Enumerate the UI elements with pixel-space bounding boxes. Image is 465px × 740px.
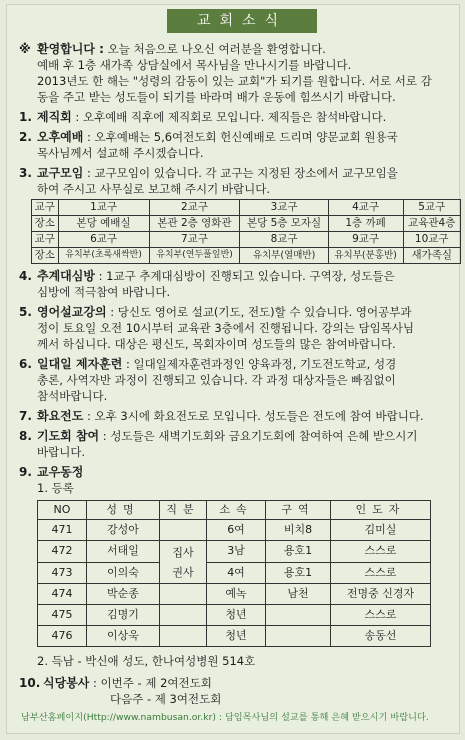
table-cell: 김미실 [331, 520, 431, 541]
item-title: 오후예배 [37, 130, 84, 144]
reference-mark: ※ [19, 42, 31, 56]
news-item-kitchen-service [19, 675, 451, 707]
item-text: : 교구모임이 있습니다. 각 교구는 지정된 장소에서 교구모임을 [83, 166, 398, 180]
table-row [32, 200, 461, 216]
item-title: 일대일 제자훈련 [37, 357, 123, 371]
table-cell: 예녹 [207, 584, 266, 605]
item-text: : 성도들은 새벽기도회와 금요기도회에 참여하여 은혜 받으시기 [99, 429, 418, 443]
table-row [38, 605, 431, 626]
item-text: : 오후 3시에 화요전도로 모입니다. 성도들은 전도에 참여 바랍니다. [83, 409, 424, 423]
table-cell: 비치8 [266, 520, 331, 541]
table-cell: 유치부(분홍반) [328, 248, 403, 264]
role-label: 권사 [172, 566, 194, 579]
item-title: 기도회 참여 [37, 429, 100, 443]
table-cell: 6교구 [58, 232, 149, 248]
news-item-visitation [19, 268, 451, 300]
news-item-discipleship [19, 356, 451, 404]
item-text: 하여 주시고 사무실로 보고해 주시기 바랍니다. [37, 182, 271, 196]
table-cell: 471 [38, 520, 87, 541]
table-cell: 10교구 [403, 232, 460, 248]
table-cell: 새가족실 [403, 248, 460, 264]
registration-subtitle: 1. 등록 [37, 481, 74, 495]
news-item-tuesday-evangelism [19, 408, 451, 424]
table-cell: 1교구 [58, 200, 149, 216]
table-cell: 이의숙 [87, 562, 160, 584]
table-cell: 7교구 [149, 232, 240, 248]
item-title: 제직회 [37, 110, 72, 124]
table-row [38, 584, 431, 605]
table-cell: 476 [38, 626, 87, 647]
table-cell [160, 584, 207, 605]
news-item-district-meeting [19, 165, 456, 264]
table-cell: 2교구 [149, 200, 240, 216]
item-number: 1. [19, 110, 32, 124]
item-text: 참석바랍니다. [37, 389, 108, 403]
news-item-member-news [19, 464, 451, 669]
table-cell: 박순종 [87, 584, 160, 605]
table-cell: 475 [38, 605, 87, 626]
table-cell [160, 520, 207, 541]
table-cell: 6여 [207, 520, 266, 541]
welcome-title: 환영합니다 : [37, 42, 104, 56]
news-item-english-sermon [19, 304, 451, 352]
item-title: 추계대심방 [37, 269, 95, 283]
role-cell [160, 541, 207, 584]
item-text: 심방에 적극참여 바랍니다. [37, 285, 171, 299]
table-cell: 472 [38, 541, 87, 563]
table-cell: 김명기 [87, 605, 160, 626]
news-item-meeting [19, 109, 451, 125]
table-cell: 3교구 [240, 200, 328, 216]
table-cell: 3남 [207, 541, 266, 563]
column-header: 구역 [266, 501, 331, 520]
table-cell: 473 [38, 562, 87, 584]
page-title: 교회소식 [167, 9, 317, 33]
table-cell: 교구 [32, 232, 59, 248]
item-text: : 1교구 추계대심방이 진행되고 있습니다. 구역장, 성도들은 [94, 269, 395, 283]
item-text: : 이번주 - 제 2여전도회 [89, 676, 212, 690]
item-title: 교구모임 [37, 166, 84, 180]
table-cell [160, 626, 207, 647]
welcome-line: 오늘 처음으로 나오신 여러분을 환영합니다. [107, 42, 326, 56]
table-cell: 유치부(연두풀잎반) [149, 248, 240, 264]
table-cell: 전명중 신경자 [331, 584, 431, 605]
welcome-line: 2013년도 한 해는 "성령의 감동이 있는 교회"가 되기를 원합니다. 서로 서로 감 [37, 74, 432, 88]
table-cell: 청년 [207, 605, 266, 626]
item-text: 총론, 사역자반 과정이 진행되고 있습니다. 각 과정 대상자들은 빠짐없이 [37, 373, 396, 387]
item-number: 6. [19, 357, 32, 371]
item-text: 께서 하십니다. 대상은 평신도, 목회자이며 성도들의 많은 참여바랍니다. [37, 337, 396, 351]
item-text: : 당신도 영어로 설교(기도, 전도)할 수 있습니다. 영어공부과 [106, 305, 412, 319]
item-number: 2. [19, 130, 32, 144]
item-number: 9. [19, 465, 32, 479]
table-cell: 이상욱 [87, 626, 160, 647]
table-cell: 4교구 [328, 200, 403, 216]
table-row [32, 232, 461, 248]
item-text: 바랍니다. [37, 445, 86, 459]
table-row [38, 520, 431, 541]
item-number: 3. [19, 166, 32, 180]
news-item-afternoon-service [19, 129, 451, 161]
table-cell: 유치부(열매반) [240, 248, 328, 264]
table-row [38, 626, 431, 647]
item-text: 목사님께서 설교해 주시겠습니다. [37, 146, 204, 160]
table-cell: 5교구 [403, 200, 460, 216]
table-cell: 4여 [207, 562, 266, 584]
column-header: 인도자 [331, 501, 431, 520]
welcome-line: 동을 주고 받는 성도들이 되기를 바라며 배가 운동에 힘쓰시기 바랍니다. [37, 90, 396, 104]
table-row [38, 541, 431, 563]
item-title: 교우동정 [37, 465, 84, 479]
item-number: 5. [19, 305, 32, 319]
item-text: : 일대일제자훈련과정인 양육과정, 기도전도학교, 성경 [122, 357, 397, 371]
table-cell: 남천 [266, 584, 331, 605]
role-label: 집사 [172, 546, 194, 559]
item-number: 4. [19, 269, 32, 283]
table-cell: 강성아 [87, 520, 160, 541]
item-number: 10. [19, 676, 41, 690]
welcome-section [19, 41, 451, 105]
homepage-footer: 남부산홈페이지(Http://www.nambusan.or.kr) : 담임목사님의 설교를 통해 은혜 받으시기 바랍니다. [21, 712, 429, 723]
table-cell: 유치부(초록새싹반) [58, 248, 149, 264]
column-header: 직분 [160, 501, 207, 520]
item-title: 화요전도 [37, 409, 84, 423]
table-cell: 송동선 [331, 626, 431, 647]
table-cell [266, 626, 331, 647]
table-cell: 본관 2층 영화관 [149, 216, 240, 232]
table-cell: 용호1 [266, 562, 331, 584]
table-cell: 교구 [32, 200, 59, 216]
news-content [19, 41, 456, 711]
district-places-table [31, 199, 461, 264]
item-title: 영어설교강의 [37, 305, 107, 319]
item-number: 8. [19, 429, 32, 443]
item-text: : 오후예배 직후에 제직회로 모입니다. 제직들은 참석바랍니다. [71, 110, 387, 124]
birth-notice: 2. 득남 - 박신애 성도, 한나여성병원 514호 [37, 654, 256, 668]
registration-table [37, 500, 431, 647]
column-header: 소속 [207, 501, 266, 520]
table-header-row [38, 501, 431, 520]
table-cell: 장소 [32, 248, 59, 264]
table-cell: 스스로 [331, 562, 431, 584]
item-number: 7. [19, 409, 32, 423]
column-header: NO [38, 501, 87, 520]
table-row [32, 216, 461, 232]
table-cell: 9교구 [328, 232, 403, 248]
table-cell: 교육관4층 [403, 216, 460, 232]
table-cell: 474 [38, 584, 87, 605]
table-cell: 본당 5층 모자실 [240, 216, 328, 232]
table-cell: 1층 까페 [328, 216, 403, 232]
item-text: : 오후예배는 5,6여전도회 헌신예배로 드리며 양문교회 원용국 [83, 130, 398, 144]
item-text: 정이 토요일 오전 10시부터 교육관 3층에서 진행됩니다. 강의는 담임목사님 [37, 321, 415, 335]
table-cell: 본당 예배실 [58, 216, 149, 232]
table-cell [160, 605, 207, 626]
column-header: 성명 [87, 501, 160, 520]
table-cell: 용호1 [266, 541, 331, 563]
table-row [38, 562, 431, 584]
news-item-prayer-meeting [19, 428, 451, 460]
table-cell: 장소 [32, 216, 59, 232]
table-cell [266, 605, 331, 626]
bulletin-page [6, 4, 460, 734]
item-title: 식당봉사 [43, 676, 90, 690]
table-cell: 스스로 [331, 541, 431, 563]
table-cell: 서태일 [87, 541, 160, 563]
item-text: 다음주 - 제 3여전도회 [110, 692, 222, 706]
table-cell: 스스로 [331, 605, 431, 626]
table-row [32, 248, 461, 264]
table-cell: 8교구 [240, 232, 328, 248]
table-cell: 청년 [207, 626, 266, 647]
welcome-line: 예배 후 1층 새가족 상담실에서 목사님을 만나시기를 바랍니다. [37, 58, 352, 72]
